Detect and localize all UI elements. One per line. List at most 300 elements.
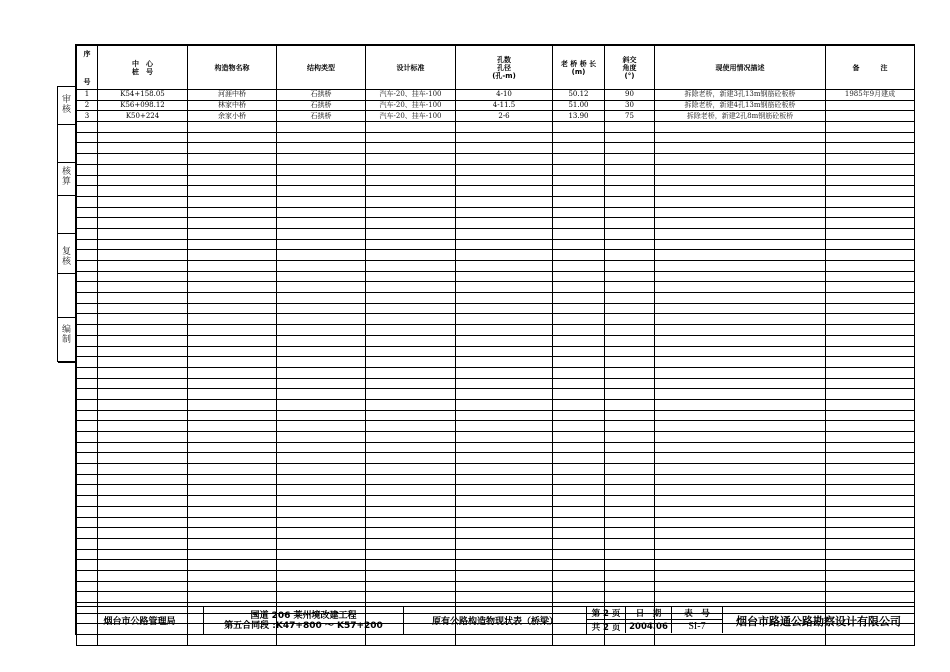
cell-empty — [77, 239, 98, 250]
cell-empty — [655, 506, 826, 517]
table-row-empty — [77, 592, 915, 603]
cell-empty — [553, 314, 605, 325]
cell-empty — [826, 196, 915, 207]
cell-empty — [98, 282, 188, 293]
cell-empty — [98, 389, 188, 400]
table-row-empty — [77, 421, 915, 432]
cell-empty — [366, 496, 456, 507]
cell-empty — [98, 346, 188, 357]
cell-empty — [553, 228, 605, 239]
cell-empty — [77, 186, 98, 197]
cell-empty — [826, 175, 915, 186]
cell-empty — [826, 528, 915, 539]
cell-empty — [655, 175, 826, 186]
cell-empty — [77, 367, 98, 378]
cell-empty — [605, 389, 655, 400]
cell-empty — [655, 442, 826, 453]
cell-empty — [456, 154, 553, 165]
cell-empty — [188, 335, 277, 346]
cell-empty — [826, 485, 915, 496]
cell-empty — [188, 346, 277, 357]
footer-project — [204, 607, 404, 634]
cell-skew: 75 — [605, 111, 655, 122]
cell-empty — [277, 506, 366, 517]
cell-empty — [553, 196, 605, 207]
cell-empty — [456, 581, 553, 592]
cell-empty — [277, 538, 366, 549]
cell-empty — [366, 485, 456, 496]
cell-empty — [277, 271, 366, 282]
cell-empty — [553, 282, 605, 293]
cell-empty — [655, 239, 826, 250]
cell-empty — [366, 132, 456, 143]
cell-empty — [826, 154, 915, 165]
table-row-empty — [77, 389, 915, 400]
cell-empty — [456, 496, 553, 507]
table-row-empty — [77, 346, 915, 357]
cell-seq: 2 — [77, 100, 98, 111]
cell-empty — [366, 143, 456, 154]
header-design-standard: 设计标准 — [366, 46, 456, 90]
cell-empty — [77, 421, 98, 432]
cell-empty — [553, 271, 605, 282]
cell-seq: 3 — [77, 111, 98, 122]
cell-empty — [553, 132, 605, 143]
cell-empty — [98, 175, 188, 186]
cell-empty — [188, 218, 277, 229]
cell-empty — [605, 303, 655, 314]
cell-standard: 汽车-20、挂车-100 — [366, 90, 456, 101]
cell-usage: 拆除老桥，新建4孔13m钢筋砼板桥 — [655, 100, 826, 111]
cell-empty — [277, 122, 366, 133]
cell-empty — [605, 261, 655, 272]
cell-span: 4-11.5 — [456, 100, 553, 111]
cell-empty — [77, 399, 98, 410]
cell-span: 2-6 — [456, 111, 553, 122]
header-structure-type: 结构类型 — [277, 46, 366, 90]
cell-empty — [188, 410, 277, 421]
cell-empty — [188, 207, 277, 218]
cell-empty — [456, 421, 553, 432]
cell-empty — [98, 474, 188, 485]
cell-empty — [605, 442, 655, 453]
cell-empty — [366, 389, 456, 400]
footer-date-value: 2004.06 — [626, 620, 672, 633]
cell-empty — [188, 325, 277, 336]
cell-empty — [98, 635, 188, 646]
cell-empty — [826, 314, 915, 325]
cell-empty — [553, 186, 605, 197]
cell-empty — [77, 261, 98, 272]
table-row-empty — [77, 218, 915, 229]
cell-empty — [826, 410, 915, 421]
cell-empty — [366, 453, 456, 464]
cell-empty — [188, 442, 277, 453]
cell-empty — [456, 485, 553, 496]
cell-empty — [98, 261, 188, 272]
bridge-status-table — [76, 45, 915, 646]
cell-empty — [366, 196, 456, 207]
cell-empty — [77, 538, 98, 549]
cell-empty — [277, 474, 366, 485]
table-row-empty — [77, 635, 915, 646]
cell-empty — [826, 570, 915, 581]
cell-empty — [655, 635, 826, 646]
cell-empty — [188, 432, 277, 443]
cell-empty — [456, 378, 553, 389]
cell-empty — [188, 378, 277, 389]
cell-empty — [98, 293, 188, 304]
cell-empty — [553, 389, 605, 400]
cell-empty — [553, 581, 605, 592]
cell-empty — [277, 496, 366, 507]
table-row-empty — [77, 271, 915, 282]
cell-empty — [188, 261, 277, 272]
cell-empty — [826, 367, 915, 378]
table-row-empty — [77, 196, 915, 207]
cell-empty — [655, 496, 826, 507]
sidebar-segment — [58, 196, 75, 234]
table-row-empty — [77, 154, 915, 165]
cell-remark — [826, 111, 915, 122]
cell-empty — [605, 378, 655, 389]
cell-empty — [98, 335, 188, 346]
cell-empty — [655, 367, 826, 378]
footer-table-no-value: SI-7 — [672, 620, 723, 633]
cell-empty — [277, 570, 366, 581]
cell-empty — [277, 239, 366, 250]
cell-empty — [98, 538, 188, 549]
cell-empty — [605, 464, 655, 475]
cell-type: 石拱桥 — [277, 90, 366, 101]
cell-empty — [553, 250, 605, 261]
cell-empty — [655, 250, 826, 261]
cell-empty — [456, 570, 553, 581]
cell-empty — [456, 389, 553, 400]
cell-empty — [188, 389, 277, 400]
table-row-empty — [77, 581, 915, 592]
cell-empty — [655, 228, 826, 239]
cell-empty — [188, 549, 277, 560]
table-row-empty — [77, 228, 915, 239]
cell-empty — [77, 218, 98, 229]
cell-empty — [826, 464, 915, 475]
cell-skew: 30 — [605, 100, 655, 111]
cell-empty — [98, 122, 188, 133]
cell-empty — [188, 282, 277, 293]
table-row-empty — [77, 378, 915, 389]
cell-empty — [826, 549, 915, 560]
table-row — [77, 90, 915, 101]
cell-empty — [826, 432, 915, 443]
cell-empty — [188, 186, 277, 197]
footer-table-no-label: 表 号 — [672, 607, 723, 620]
cell-empty — [655, 346, 826, 357]
cell-empty — [366, 346, 456, 357]
cell-empty — [456, 538, 553, 549]
cell-empty — [655, 464, 826, 475]
cell-empty — [826, 271, 915, 282]
cell-empty — [77, 154, 98, 165]
cell-empty — [456, 410, 553, 421]
cell-empty — [366, 367, 456, 378]
cell-empty — [826, 357, 915, 368]
cell-empty — [98, 549, 188, 560]
cell-empty — [98, 506, 188, 517]
cell-empty — [605, 592, 655, 603]
cell-empty — [277, 282, 366, 293]
cell-span: 4-10 — [456, 90, 553, 101]
cell-empty — [826, 592, 915, 603]
cell-empty — [655, 538, 826, 549]
cell-empty — [826, 538, 915, 549]
cell-empty — [277, 528, 366, 539]
cell-empty — [366, 154, 456, 165]
cell-empty — [553, 464, 605, 475]
cell-empty — [553, 261, 605, 272]
cell-empty — [553, 538, 605, 549]
cell-empty — [277, 164, 366, 175]
cell-empty — [277, 325, 366, 336]
cell-empty — [366, 442, 456, 453]
table-row-empty — [77, 186, 915, 197]
cell-empty — [655, 517, 826, 528]
header-remark: 备 注 — [826, 46, 915, 90]
cell-empty — [188, 538, 277, 549]
cell-empty — [277, 560, 366, 571]
cell-empty — [456, 464, 553, 475]
cell-standard: 汽车-20、挂车-100 — [366, 111, 456, 122]
table-row-empty — [77, 410, 915, 421]
cell-empty — [456, 250, 553, 261]
cell-empty — [605, 335, 655, 346]
cell-empty — [98, 560, 188, 571]
cell-empty — [77, 164, 98, 175]
cell-empty — [605, 453, 655, 464]
cell-empty — [77, 453, 98, 464]
cell-empty — [605, 218, 655, 229]
cell-empty — [188, 154, 277, 165]
cell-empty — [605, 314, 655, 325]
table-row — [77, 100, 915, 111]
cell-empty — [366, 549, 456, 560]
cell-stake: K54+158.05 — [98, 90, 188, 101]
cell-empty — [553, 560, 605, 571]
table-row-empty — [77, 314, 915, 325]
cell-empty — [277, 378, 366, 389]
cell-empty — [98, 592, 188, 603]
header-bridge-length: 老 桥 桥 长 (m) — [553, 46, 605, 90]
cell-empty — [553, 474, 605, 485]
cell-empty — [366, 250, 456, 261]
cell-empty — [553, 421, 605, 432]
cell-empty — [77, 314, 98, 325]
cell-empty — [98, 154, 188, 165]
cell-empty — [826, 389, 915, 400]
cell-empty — [553, 506, 605, 517]
cell-empty — [366, 325, 456, 336]
table-row-empty — [77, 474, 915, 485]
table-row-empty — [77, 207, 915, 218]
cell-empty — [553, 528, 605, 539]
cell-empty — [366, 314, 456, 325]
cell-empty — [553, 325, 605, 336]
cell-empty — [98, 196, 188, 207]
cell-empty — [605, 517, 655, 528]
cell-empty — [655, 143, 826, 154]
cell-empty — [366, 421, 456, 432]
cell-empty — [655, 357, 826, 368]
cell-empty — [98, 207, 188, 218]
cell-empty — [98, 367, 188, 378]
cell-empty — [553, 143, 605, 154]
cell-empty — [77, 528, 98, 539]
cell-empty — [655, 528, 826, 539]
cell-empty — [77, 517, 98, 528]
cell-empty — [188, 196, 277, 207]
cell-empty — [826, 378, 915, 389]
cell-empty — [188, 635, 277, 646]
cell-empty — [98, 132, 188, 143]
cell-empty — [826, 442, 915, 453]
cell-empty — [98, 410, 188, 421]
cell-empty — [366, 228, 456, 239]
cell-empty — [77, 346, 98, 357]
cell-empty — [655, 474, 826, 485]
cell-empty — [456, 635, 553, 646]
footer-date-label: 日 期 — [626, 607, 672, 620]
cell-empty — [456, 164, 553, 175]
cell-empty — [826, 421, 915, 432]
cell-empty — [456, 282, 553, 293]
cell-empty — [605, 122, 655, 133]
cell-empty — [456, 132, 553, 143]
cell-empty — [77, 271, 98, 282]
cell-empty — [98, 218, 188, 229]
cell-empty — [456, 528, 553, 539]
cell-empty — [456, 442, 553, 453]
cell-empty — [456, 314, 553, 325]
cell-empty — [77, 357, 98, 368]
cell-empty — [77, 592, 98, 603]
cell-empty — [366, 538, 456, 549]
table-row-empty — [77, 432, 915, 443]
cell-empty — [277, 132, 366, 143]
cell-empty — [456, 560, 553, 571]
cell-empty — [605, 432, 655, 443]
footer-project-line1: 国道 206 莱州境改建工程 — [250, 610, 357, 621]
cell-empty — [655, 186, 826, 197]
cell-empty — [605, 175, 655, 186]
sidebar-label-review: 审核 — [61, 95, 71, 115]
cell-empty — [98, 325, 188, 336]
cell-empty — [553, 453, 605, 464]
cell-empty — [277, 207, 366, 218]
cell-empty — [277, 389, 366, 400]
cell-empty — [605, 143, 655, 154]
cell-empty — [456, 399, 553, 410]
cell-empty — [605, 496, 655, 507]
cell-empty — [826, 335, 915, 346]
cell-empty — [77, 496, 98, 507]
cell-empty — [456, 196, 553, 207]
cell-empty — [826, 635, 915, 646]
cell-empty — [605, 570, 655, 581]
table-row-empty — [77, 367, 915, 378]
cell-empty — [655, 378, 826, 389]
cell-empty — [188, 517, 277, 528]
cell-empty — [456, 517, 553, 528]
cell-empty — [98, 570, 188, 581]
cell-empty — [553, 592, 605, 603]
cell-empty — [553, 207, 605, 218]
cell-empty — [456, 186, 553, 197]
cell-empty — [98, 164, 188, 175]
cell-empty — [605, 282, 655, 293]
cell-empty — [456, 325, 553, 336]
cell-empty — [553, 303, 605, 314]
cell-empty — [655, 432, 826, 443]
cell-empty — [77, 485, 98, 496]
header-seq: 序 号 — [77, 46, 98, 90]
cell-empty — [77, 335, 98, 346]
cell-empty — [826, 293, 915, 304]
cell-empty — [98, 271, 188, 282]
cell-empty — [553, 549, 605, 560]
cell-usage: 拆除老桥，新建2孔8m钢筋砼板桥 — [655, 111, 826, 122]
cell-empty — [456, 122, 553, 133]
cell-empty — [366, 560, 456, 571]
cell-usage: 拆除老桥，新建3孔13m钢筋砼板桥 — [655, 90, 826, 101]
cell-empty — [277, 421, 366, 432]
cell-empty — [655, 164, 826, 175]
cell-empty — [605, 346, 655, 357]
cell-empty — [655, 485, 826, 496]
cell-empty — [277, 485, 366, 496]
cell-empty — [366, 357, 456, 368]
cell-empty — [366, 528, 456, 539]
table-row-empty — [77, 538, 915, 549]
cell-empty — [826, 506, 915, 517]
cell-empty — [98, 464, 188, 475]
cell-empty — [655, 570, 826, 581]
cell-empty — [277, 261, 366, 272]
table-row-empty — [77, 528, 915, 539]
cell-stake: K50+224 — [98, 111, 188, 122]
cell-empty — [277, 154, 366, 165]
cell-empty — [605, 506, 655, 517]
cell-empty — [456, 293, 553, 304]
cell-empty — [98, 399, 188, 410]
table-row-empty — [77, 175, 915, 186]
cell-empty — [366, 282, 456, 293]
table-row-empty — [77, 335, 915, 346]
cell-empty — [77, 303, 98, 314]
cell-empty — [553, 346, 605, 357]
cell-empty — [98, 303, 188, 314]
table-row-empty — [77, 282, 915, 293]
cell-empty — [77, 506, 98, 517]
cell-empty — [553, 154, 605, 165]
cell-empty — [655, 132, 826, 143]
cell-empty — [188, 228, 277, 239]
cell-name: 林家中桥 — [188, 100, 277, 111]
cell-empty — [366, 122, 456, 133]
table-row-empty — [77, 122, 915, 133]
cell-empty — [77, 474, 98, 485]
cell-empty — [277, 581, 366, 592]
cell-empty — [277, 517, 366, 528]
